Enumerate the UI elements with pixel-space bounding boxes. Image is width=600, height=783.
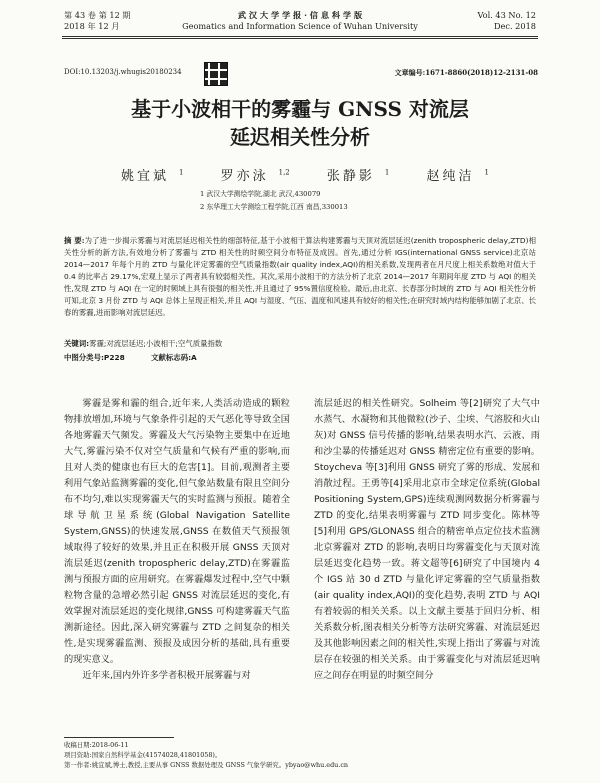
journal-issue [64, 10, 131, 32]
header-rule-2 [62, 38, 538, 39]
keywords-text: 雾霾;对流层延迟;小波相干;空气质量指数 [89, 339, 223, 348]
affiliation: 1 武汉大学测绘学院,湖北 武汉,430079 [200, 190, 321, 198]
affiliation: 2 东华理工大学测绘工程学院,江西 南昌,330013 [200, 203, 348, 211]
body-paragraph: 流层延迟的相关性研究。Solheim 等[2]研究了大气中水蒸气、水凝物和其他微粒(沙子、尘埃、气溶胶和火山灰)对 GNSS 信号传播的影响,结果表明水汽、云液、雨和沙尘暴的传播延迟对 GNSS 精密定位有重要的影响。Stoycheva 等[3]利用 GNSS 研究了雾的形成、发展和消散过程。王勇等[4]采用北京市全球定位系统(Global Positioning System,GPS)连续观测网数据分析雾霾与 ZTD 的变化,结果表明雾霾与 ZTD 同步变化。陈林等[5]利用 GPS/GLONASS 组合的精密单点定位技术监测北京雾霾对 ZTD 的影响,表明日均雾霾变化与天顶对流层延迟变化趋势一致。蒋文超等[6]研究了中国境内 4 个 IGS 站 30 d ZTD 与量化评定雾霾的空气质量指数(air quality index,AQI)的变化趋势,表明 ZTD 与 AQI 有着较弱的相关关系。以上文献主要基于回归分析、相关系数分析,图表相关分析等方法研究雾霾、对流层延迟及其他影响因素之间的相关性,实现上指出了雾霾与对流层存在较强的相关关系。由于雾霾变化与对流层延迟响应之间存在明显的时频空间分 [314, 398, 540, 681]
doi[interactable]: DOI:10.13203/j.whugis20180234 [64, 68, 182, 76]
paper-title-line1: 基于小波相干的雾霾与 GNSS 对流层 [131, 97, 469, 121]
issue-date-en: Dec. 2018 [493, 21, 536, 31]
abstract-text: 为了进一步揭示雾霾与对流层延迟相关性的细部特征,基于小波相干算法构建雾霾与天顶对流层延迟(zenith tropospheric delay,ZTD)相关性分析的新方法,有效地分析了雾霾与 ZTD 相关性的时频空间分布特征及成因。首先,通过分析 IGS(international GNSS service)北京站 2014—2017 年每个月的 ZTD 与量化评定雾霾的空气质量指数(air quality index,AQI)的相关系数,发现两者在月尺度上相关系数绝对值大于 0.4 的比率占 29.17%,宏观上显示了两者具有较弱相关性。其次,采用小波相干的方法分析了北京 2014—2017 年期间年度 ZTD 与 AQI 的相关性,发现 ZTD 与 AQI 在一定的时频域上具有很强的相关性,并且通过了 95%置信度检验。最后,由北京、长春部分时域的 ZTD 与 AQI 相关性分析可知,北京 3 月份 ZTD 与 AQI 总体上呈现正相关,并且 AQI 与湿度、气压、温度和风速具有较好的相关性;在研究时域内结构能够加剧了北京、长春的雾霾,进而影响对流层延迟。 [64, 236, 536, 317]
abstract [64, 235, 536, 319]
keywords [64, 338, 536, 350]
author-list [60, 165, 540, 184]
volume-issue: 第 43 卷 第 12 期 [64, 10, 131, 20]
volume-issue-en: Vol. 43 No. 12 [477, 10, 536, 20]
paper-title-line2: 延迟相关性分析 [230, 125, 370, 149]
author-bio: 第一作者:姚宜斌,博士,教授,主要从事 GNSS 数据处理及 GNSS 气象学研究。ybyao@whu.edu.cn [64, 761, 349, 769]
author: 姚宜斌 $^1$ [120, 168, 184, 184]
footnote-rule [64, 737, 174, 738]
article-number: 文章编号:1671-8860(2018)12-2131-08 [394, 68, 538, 77]
issue-date: 2018 年 12 月 [64, 21, 120, 31]
clc-number: 中图分类号:P228 [64, 353, 125, 362]
footnotes [64, 740, 536, 770]
classification [64, 352, 221, 363]
journal-name [150, 10, 450, 32]
document-code: 文献标志码:A [151, 353, 197, 362]
author: 罗亦泳 $^{1,2}$ [220, 168, 290, 184]
received-date: 收稿日期:2018-06-11 [64, 741, 129, 749]
funding: 项目资助:国家自然科学基金(41574028,41801058)。 [64, 751, 222, 759]
qr-code-icon [204, 62, 228, 86]
journal-issue-en [477, 10, 536, 32]
body-column-left [64, 396, 290, 684]
keywords-label: 关键词: [64, 339, 90, 348]
header-rule [62, 36, 538, 37]
author: 赵纯洁 $^1$ [426, 168, 490, 184]
journal-name-cn: 武 汉 大 学 学 报 · 信 息 科 学 版 [237, 10, 363, 20]
journal-name-en: Geomatics and Information Science of Wuhan University [182, 21, 418, 31]
author: 张静影 $^1$ [326, 168, 390, 184]
abstract-label: 摘 要: [64, 236, 85, 245]
body-paragraph: 近年来,国内外许多学者积极开展雾霾与对 [82, 670, 251, 681]
body-column-right [314, 396, 540, 684]
body-paragraph: 雾霾是雾和霾的组合,近年来,人类活动造成的颗粒物排放增加,环境与气象条件引起的天气恶化等导致全国各地雾霾天气频发。雾霾及大气污染物主要集中在近地大气,雾霾污染不仅对空气质量和气候有严重的影响,而且对人类的健康也有巨大的危害[1]。目前,观测者主要利用气象站监测雾霾的变化,但气象站数量有限且空间分布不均匀,难以实现雾霾天气的实时监测与预报。随着全球导航卫星系统(Global Navigation Satellite System,GNSS)的快速发展,GNSS 在数值天气预报领域取得了较好的效果,并且正在积极开展 GNSS 天顶对流层延迟(zenith tropospheric delay,ZTD)在雾霾监测与预报方面的应用研究。在雾霾爆发过程中,空气中颗粒物含量的急增必然引起 GNSS 对流层延迟的变化,有效掌握对流层延迟的变化规律,GNSS 可构建雾霾天气监测新途径。因此,深入研究雾霾与 ZTD 之间复杂的相关性,是实现雾霾监测、预报及成因分析的基础,具有重要的现实意义。 [64, 398, 290, 665]
